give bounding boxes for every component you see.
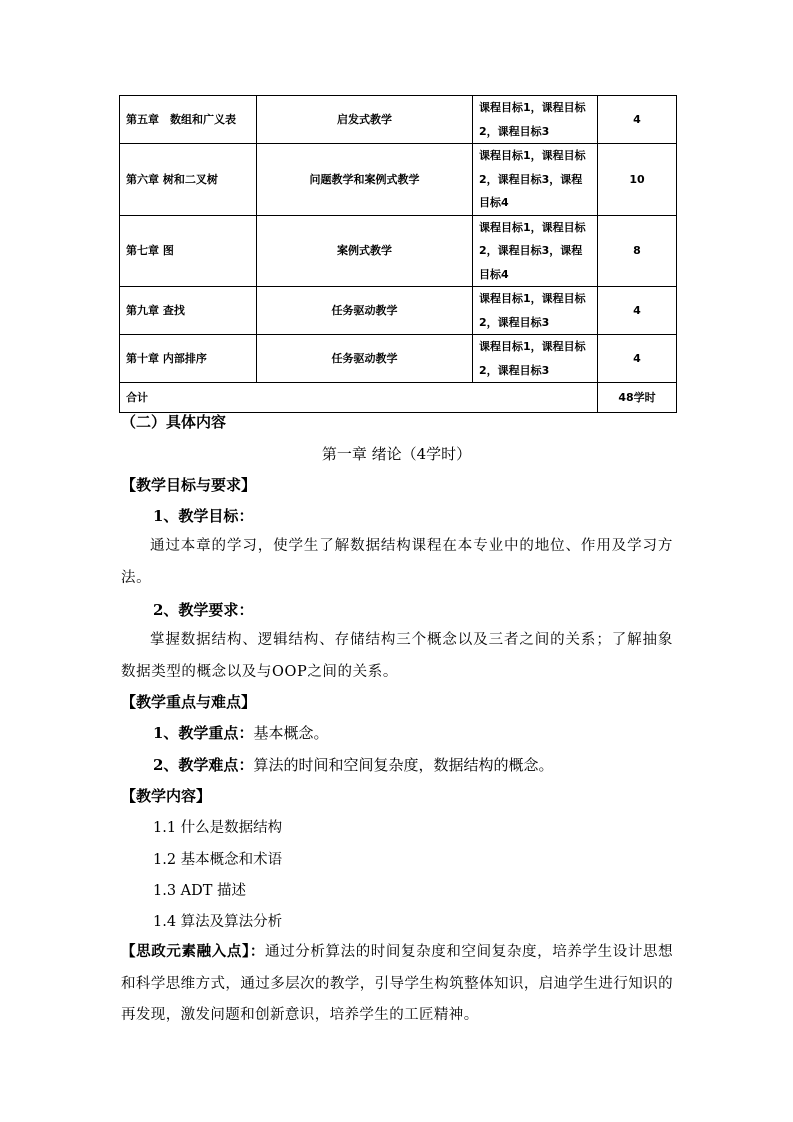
difficulty-line [153,754,553,775]
content-item: 1.2 基本概念和术语 [153,852,283,868]
method-cell: 任务驱动教学 [257,335,473,383]
chapter-cell: 第六章 树和二叉树 [120,144,257,216]
hours-cell: 4 [598,96,677,144]
table-row [120,215,677,287]
content-item: 1.1 什么是数据结构 [153,820,283,836]
ideology-paragraph [121,936,673,1032]
total-hours: 48学时 [598,383,677,413]
focus-label: 1、教学重点： [153,724,254,742]
focus-line [153,722,328,743]
chapter-cell: 第十章 内部排序 [120,335,257,383]
table-row [120,144,677,216]
ideology-label: 【思政元素融入点】： [121,943,265,960]
requirement-text: 掌握数据结构、逻辑结构、存储结构三个概念以及三者之间的关系；了解抽象数据类型的概念以及与OOP之间的关系。 [121,632,673,680]
content-item: 1.4 算法及算法分析 [153,914,283,930]
chapter-cell: 第七章 图 [120,215,257,287]
keypoints-heading: 【教学重点与难点】 [121,693,257,711]
hours-cell: 4 [598,287,677,335]
content-heading: 【教学内容】 [121,787,212,805]
goals-cell: 课程目标1，课程目标2，课程目标3 [473,96,598,144]
goals-cell: 课程目标1，课程目标2，课程目标3，课程目标4 [473,215,598,287]
goals-cell: 课程目标1，课程目标2，课程目标3，课程目标4 [473,144,598,216]
table-row [120,287,677,335]
method-cell: 问题教学和案例式教学 [257,144,473,216]
goals-cell: 课程目标1，课程目标2，课程目标3 [473,287,598,335]
hours-cell: 8 [598,215,677,287]
table-total-row [120,383,677,413]
goals-cell: 课程目标1，课程目标2，课程目标3 [473,335,598,383]
hours-cell: 10 [598,144,677,216]
section-heading: （二）具体内容 [121,413,227,431]
hours-cell: 4 [598,335,677,383]
total-label: 合计 [120,383,598,413]
table-row [120,335,677,383]
course-schedule-table [119,95,677,413]
focus-text: 基本概念。 [253,724,329,742]
method-cell: 启发式教学 [257,96,473,144]
ideology-text: 通过分析算法的时间复杂度和空间复杂度，培养学生设计思想和科学思维方式，通过多层次的教学，引导学生构筑整体知识，启迪学生进行知识的再发现，激发问题和创新意识，培养学生的工匠精神。 [121,944,673,1023]
table-row [120,96,677,144]
requirement-label: 2、教学要求： [153,601,254,619]
objective-label: 1、教学目标： [153,507,254,525]
content-item: 1.3 ADT 描述 [153,883,247,899]
chapter-cell: 第九章 查找 [120,287,257,335]
method-cell: 案例式教学 [257,215,473,287]
objective-text: 通过本章的学习，使学生了解数据结构课程在本专业中的地位、作用及学习方法。 [121,538,673,586]
chapter-cell: 第五章 数组和广义表 [120,96,257,144]
chapter-title: 第一章 绪论（4学时） [321,445,472,463]
difficulty-label: 2、教学难点： [153,756,254,774]
method-cell: 任务驱动教学 [257,287,473,335]
difficulty-text: 算法的时间和空间复杂度，数据结构的概念。 [253,756,554,774]
goals-heading: 【教学目标与要求】 [121,476,257,494]
